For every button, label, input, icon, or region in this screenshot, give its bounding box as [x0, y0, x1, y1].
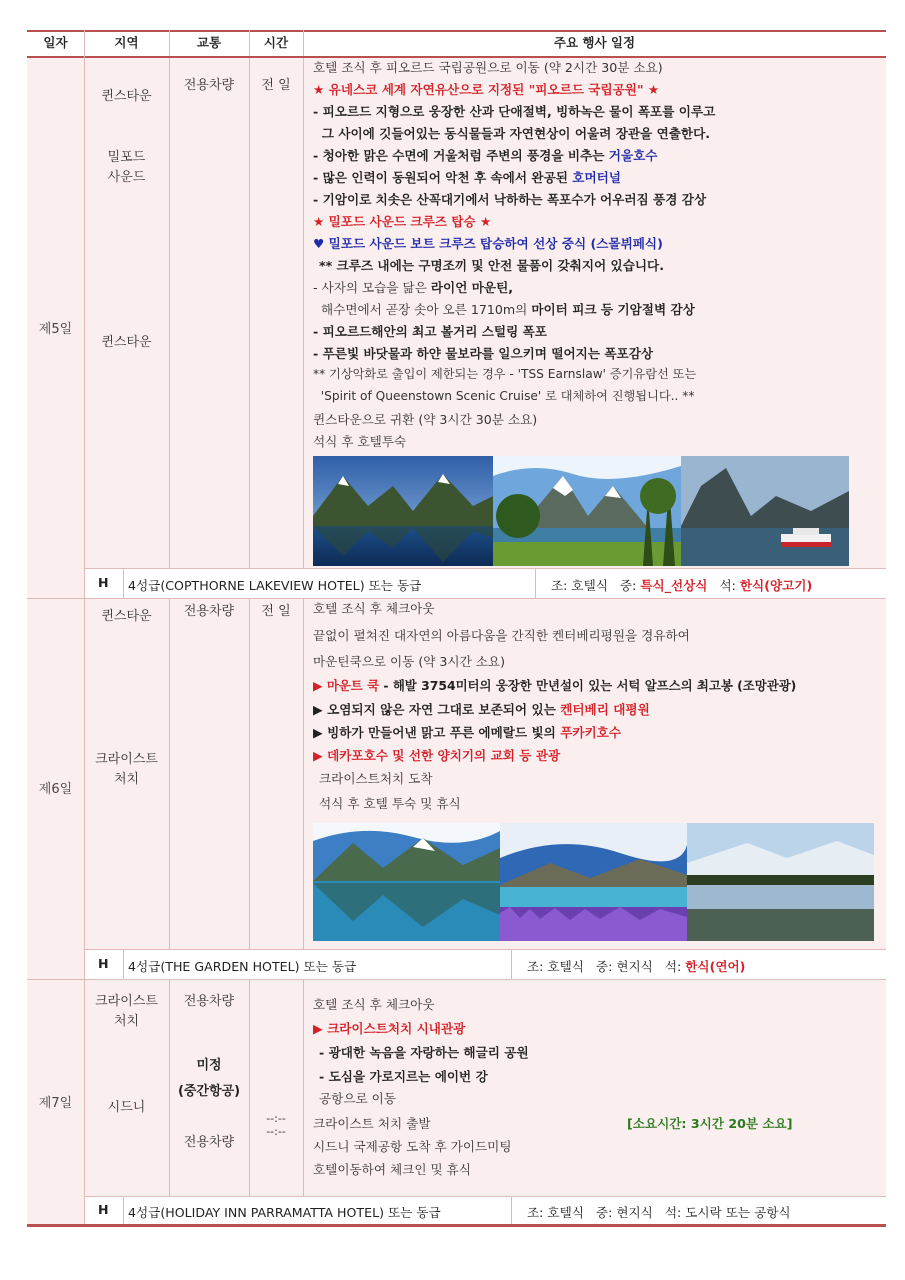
day6-transport: 전용차량 — [183, 604, 235, 619]
bottom-rule — [27, 1224, 886, 1227]
day5-line-16: 'Spirit of Queenstown Scenic Cruise' 로 대체하여 진행됩니다.. ** — [313, 389, 695, 403]
col-sep-2a — [169, 58, 170, 568]
day5-meals — [551, 575, 812, 594]
day5-region-3: 퀸스타운 — [101, 335, 152, 350]
col-sep-4a — [303, 58, 304, 568]
col-sep-3a — [249, 58, 250, 568]
day6-line-6-text: ▶ 빙하가 만들어낸 맑고 푸른 에메랄드 빛의 — [313, 725, 561, 740]
day6-region-1: 퀸스타운 — [101, 609, 152, 624]
day5-dinner: 한식(양고기) — [739, 578, 813, 593]
col-sep-4h — [303, 30, 304, 56]
day5-line-14: - 푸른빛 바닷물과 하얀 물보라를 일으키며 떨어지는 폭포감상 — [313, 346, 654, 361]
day7-transport-3: 전용차량 — [183, 1135, 235, 1150]
hotel5-sep-a — [123, 568, 124, 598]
day6-line-4 — [313, 676, 796, 694]
header-transport: 교통 — [196, 35, 222, 50]
day7-hotel-h: H — [98, 1202, 109, 1217]
col-sep-2b — [169, 598, 170, 949]
day7-meals: 조: 호텔식 중: 현지식 석: 도시락 또는 공항식 — [527, 1205, 791, 1220]
day6-hotel-name: 4성급(THE GARDEN HOTEL) 또는 동급 — [128, 959, 357, 974]
day5-line-13: - 피오르드해안의 최고 볼거리 스털링 폭포 — [313, 324, 547, 339]
day5-line-3: - 피오르드 지형으로 웅장한 산과 단애절벽, 빙하녹은 물이 폭포를 이루고 — [313, 104, 716, 119]
day5-hotel-h: H — [98, 575, 109, 590]
col-sep-3c — [249, 979, 250, 1196]
col-sep-1 — [84, 30, 85, 1224]
day6-line-9: 석식 후 호텔 투숙 및 휴식 — [319, 796, 461, 811]
day5-label: 제5일 — [38, 322, 73, 337]
day6-dinner: 한식(연어) — [685, 959, 746, 974]
hotel6-sep-b — [511, 949, 512, 979]
day5-line-17: 퀸스타운으로 귀환 (약 3시간 30분 소요) — [313, 412, 538, 427]
day7-line-3: - 광대한 녹음을 자랑하는 해글리 공원 — [319, 1045, 529, 1060]
lake-pukaki-text: 푸카키호수 — [560, 725, 622, 740]
day5-line-15: ** 기상악화로 출입이 제한되는 경우 - 'TSS Earnslaw' 증기유람선 또는 — [313, 367, 697, 381]
col-sep-3h — [249, 30, 250, 56]
day6-label: 제6일 — [38, 782, 73, 797]
day7-duration: [소요시간: 3시간 20분 소요] — [627, 1116, 793, 1131]
col-sep-4b — [303, 598, 304, 949]
day6-hotel-h: H — [98, 956, 109, 971]
day7-line-8: 호텔이동하여 체크인 및 휴식 — [313, 1162, 471, 1177]
lake-mountain-photo-1 — [313, 823, 500, 941]
day-column-bg — [27, 58, 84, 1226]
day7-hotel-top — [84, 1196, 886, 1197]
homer-tunnel-text: 호머터널 — [572, 170, 621, 185]
day6-hotel-top — [84, 949, 886, 950]
day6-meals-pre: 조: 호텔식 중: 현지식 석: — [527, 959, 686, 974]
day5-line-8: ★ 밀포드 사운드 크루즈 탑승 ★ — [313, 214, 492, 229]
day5-line-1: 호텔 조식 후 피오르드 국립공원으로 이동 (약 2시간 30분 소요) — [313, 60, 663, 75]
day7-transport-2: 미정 (중간항공) — [177, 1058, 241, 1099]
hotel7-sep-b — [511, 1196, 512, 1224]
day6-region-2: 크라이스트 처치 — [95, 752, 158, 787]
day5-line-4: 그 사이에 깃들어있는 동식물들과 자연현상이 어울려 장관을 연출한다. — [313, 126, 711, 141]
day5-dinner-pre: 석: — [707, 578, 740, 593]
day5-line-2: ★ 유네스코 세계 자연유산으로 지정된 "피오르드 국립공원" ★ — [313, 82, 660, 97]
day5-line-12-text: 해수면에서 곧장 솟아 오른 1710m의 — [313, 302, 532, 317]
col-sep-3b — [249, 598, 250, 949]
day6-line-3: 마운틴쿡으로 이동 (약 3시간 소요) — [313, 654, 506, 669]
day6-line-5 — [313, 699, 650, 718]
day7-line-7: 시드니 국제공항 도착 후 가이드미팅 — [313, 1139, 512, 1154]
hotel7-sep-a — [123, 1196, 124, 1224]
day6-bottom — [27, 979, 886, 980]
day5-region-1: 퀸스타운 — [101, 89, 152, 104]
day5-line-9: ♥ 밀포드 사운드 보트 크루즈 탑승하여 선상 중식 (스몰뷔페식) — [313, 236, 663, 251]
lion-mountain-text: 라이언 마운틴, — [430, 280, 514, 295]
header-day: 일자 — [43, 35, 68, 50]
day5-time: 전 일 — [261, 78, 291, 93]
day5-line-12 — [313, 299, 695, 318]
day5-line-5-text: - 청아한 맑은 수면에 거울처럼 주변의 풍경을 비추는 — [313, 148, 609, 163]
day6-line-8: 크라이스트처치 도착 — [319, 771, 433, 786]
day7-transport-1: 전용차량 — [183, 994, 235, 1009]
day5-line-6 — [313, 167, 621, 186]
lake-matheson-photo — [687, 823, 874, 941]
day7-line-6: 크라이스트 처치 출발 — [313, 1116, 431, 1131]
day7-label: 제7일 — [38, 1096, 73, 1111]
hotel5-sep-b — [535, 568, 536, 598]
milford-sound-cruise-photo — [681, 456, 849, 566]
day5-region-2: 밀포드 사운드 — [107, 150, 146, 185]
day5-transport: 전용차량 — [183, 78, 235, 93]
day5-line-10: ** 크루즈 내에는 구명조끼 및 안전 물품이 갖춰지어 있습니다. — [319, 258, 665, 273]
hotel6-sep-a — [123, 949, 124, 979]
col-sep-2h — [169, 30, 170, 56]
day7-line-2: ▶ 크라이스트처치 시내관광 — [313, 1021, 466, 1036]
day6-line-6 — [313, 722, 621, 741]
header-time: 시간 — [263, 35, 289, 50]
day7-region-1: 크라이스트 처치 — [95, 994, 158, 1029]
day6-elevation: 3754 — [421, 678, 456, 693]
day7-line-1: 호텔 조식 후 체크아웃 — [313, 997, 435, 1012]
day5-line-11 — [313, 277, 513, 296]
canterbury-plains-text: 켄터베리 대평원 — [560, 702, 650, 717]
day5-bottom — [27, 598, 886, 599]
mount-cook-text: 마운트 쿡 — [326, 678, 380, 693]
day5-line-11-text: - 사자의 모습을 닮은 — [313, 280, 431, 295]
header-region: 지역 — [114, 35, 139, 50]
day7-line-4: - 도심을 가로지르는 에이번 강 — [319, 1069, 488, 1084]
milford-sound-photo-1 — [313, 456, 493, 566]
day6-line-4-b: 미터의 웅장한 만년설이 있는 서턱 알프스의 최고봉 (조망관광) — [455, 678, 797, 693]
day5-line-18: 석식 후 호텔투숙 — [313, 434, 407, 449]
day7-time: --:-- --:-- — [266, 1112, 286, 1138]
day6-meals — [527, 956, 745, 975]
day6-arrow-1: ▶ — [313, 678, 327, 693]
day6-line-4-a: - 해발 — [379, 678, 422, 693]
day6-line-5-text: ▶ 오염되지 않은 자연 그대로 보존되어 있는 — [313, 702, 561, 717]
col-sep-4c — [303, 979, 304, 1196]
day6-time: 전 일 — [261, 604, 291, 619]
day5-line-6-text: - 많은 인력이 동원되어 악천 후 속에서 완공된 — [313, 170, 573, 185]
header-schedule: 주요 행사 일정 — [553, 35, 636, 50]
day5-hotel-top — [84, 568, 886, 569]
lake-pukaki-lupin-photo — [500, 823, 687, 941]
day7-hotel-name: 4성급(HOLIDAY INN PARRAMATTA HOTEL) 또는 동급 — [128, 1205, 441, 1220]
mitre-peak-text: 마이터 피크 등 기암절벽 감상 — [531, 302, 695, 317]
day6-line-2: 끝없이 펼쳐진 대자연의 아름다움을 간직한 켄터베리평원을 경유하여 — [313, 628, 690, 643]
day5-line-7: - 기암이로 치솟은 산꼭대기에서 낙하하는 폭포수가 어우러짐 풍경 감상 — [313, 192, 707, 207]
mirror-lake-text: 거울호수 — [608, 148, 658, 163]
day5-meals-pre: 조: 호텔식 중: — [551, 578, 641, 593]
milford-sound-photo-2 — [493, 456, 681, 566]
day5-lunch: 특식_선상식 — [640, 578, 708, 593]
day5-hotel-name: 4성급(COPTHORNE LAKEVIEW HOTEL) 또는 동급 — [128, 578, 422, 593]
day7-line-5: 공항으로 이동 — [319, 1091, 396, 1106]
day5-line-5 — [313, 145, 657, 164]
day6-line-1: 호텔 조식 후 체크아웃 — [313, 601, 435, 616]
day7-region-2: 시드니 — [107, 1100, 146, 1115]
day6-line-7: ▶ 데카포호수 및 선한 양치기의 교회 등 관광 — [313, 748, 561, 763]
